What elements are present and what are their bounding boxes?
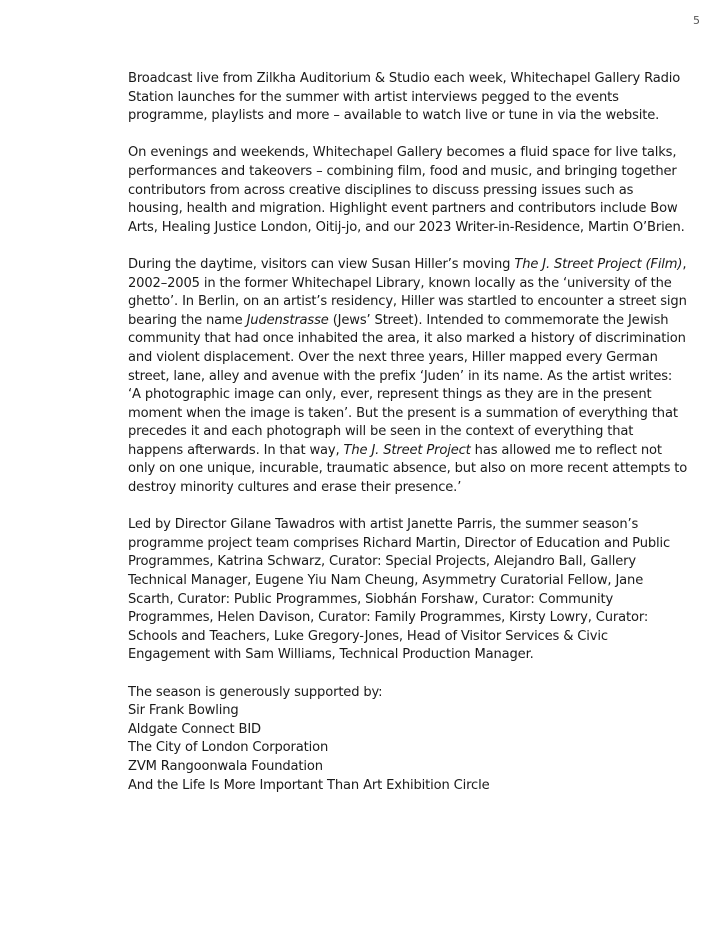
- page-number: 5: [693, 14, 700, 27]
- text-segment: , 2002–2005 in the former Whitechapel Library, known locally as the ‘university of the ghetto’. In Berlin, on an artist’s residency, Hiller was startled to encounter a street sign bearing the name: [128, 256, 687, 328]
- artwork-title: The J. Street Project: [343, 442, 471, 458]
- supporter-item: The City of London Corporation: [128, 740, 329, 756]
- supporter-item: And the Life Is More Important Than Art Exhibition Circle: [128, 777, 490, 793]
- street-name: Judenstrasse: [246, 312, 329, 328]
- document-body: [128, 70, 688, 795]
- artwork-title: The J. Street Project (Film): [514, 256, 683, 272]
- paragraph-events: On evenings and weekends, Whitechapel Gallery becomes a fluid space for live talks, performances and takeovers – combining film, food and music, and bringing together contributors from across creative disciplines to discuss pressing issues such as housing, health and migration. Highlight event partners and contributors include Bow Arts, Healing Justice London, Oitij-jo, and our 2023 Writer-in-Residence, Martin O’Brien.: [128, 145, 685, 235]
- text-segment: has allowed me to reflect not only on one unique, incurable, traumatic absence, but also on more recent attempts to destroy minority cultures and erase their presence.’: [128, 442, 688, 496]
- supporter-item: Sir Frank Bowling: [128, 703, 239, 719]
- paragraph-j-street-project: [128, 256, 688, 498]
- supporter-item: Aldgate Connect BID: [128, 721, 261, 737]
- paragraph-team: Led by Director Gilane Tawadros with artist Janette Parris, the summer season’s programme project team comprises Richard Martin, Director of Education and Public Programmes, Katrina Schwarz, Curator: Special Projects, Alejandro Ball, Gallery Technical Manager, Eugene Yiu Nam Cheung, Asymmetry Curatorial Fellow, Jane Scarth, Curator: Public Programmes, Siobhán Forshaw, Curator: Community Programmes, Helen Davison, Curator: Family Programmes, Kirsty Lowry, Curator: Schools and Teachers, Luke Gregory-Jones, Head of Visitor Services & Civic Engagement with Sam Williams, Technical Production Manager.: [128, 517, 671, 663]
- supporter-item: ZVM Rangoonwala Foundation: [128, 758, 323, 774]
- supporters-section: [128, 684, 688, 796]
- text-segment: During the daytime, visitors can view Susan Hiller’s moving: [128, 256, 515, 272]
- supporters-intro: The season is generously supported by:: [128, 684, 383, 700]
- text-segment: (Jews’ Street). Intended to commemorate the Jewish community that had once inhabited the area, it also marked a history of discrimination and violent displacement. Over the next three years, Hiller mapped every German street, lane, alley and avenue with the prefix ‘Juden’ in its name. As the artist writes: ‘A photographic image can only, ever, represent things as they are in the present moment when the image is taken’. But the present is a summation of everything that precedes it and each photograph will be seen in the context of everything that happens afterwards. In that way,: [128, 312, 686, 458]
- paragraph-radio-station: Broadcast live from Zilkha Auditorium & Studio each week, Whitechapel Gallery Radio Station launches for the summer with artist interviews pegged to the events programme, playlists and more – available to watch live or tune in via the website.: [128, 71, 681, 124]
